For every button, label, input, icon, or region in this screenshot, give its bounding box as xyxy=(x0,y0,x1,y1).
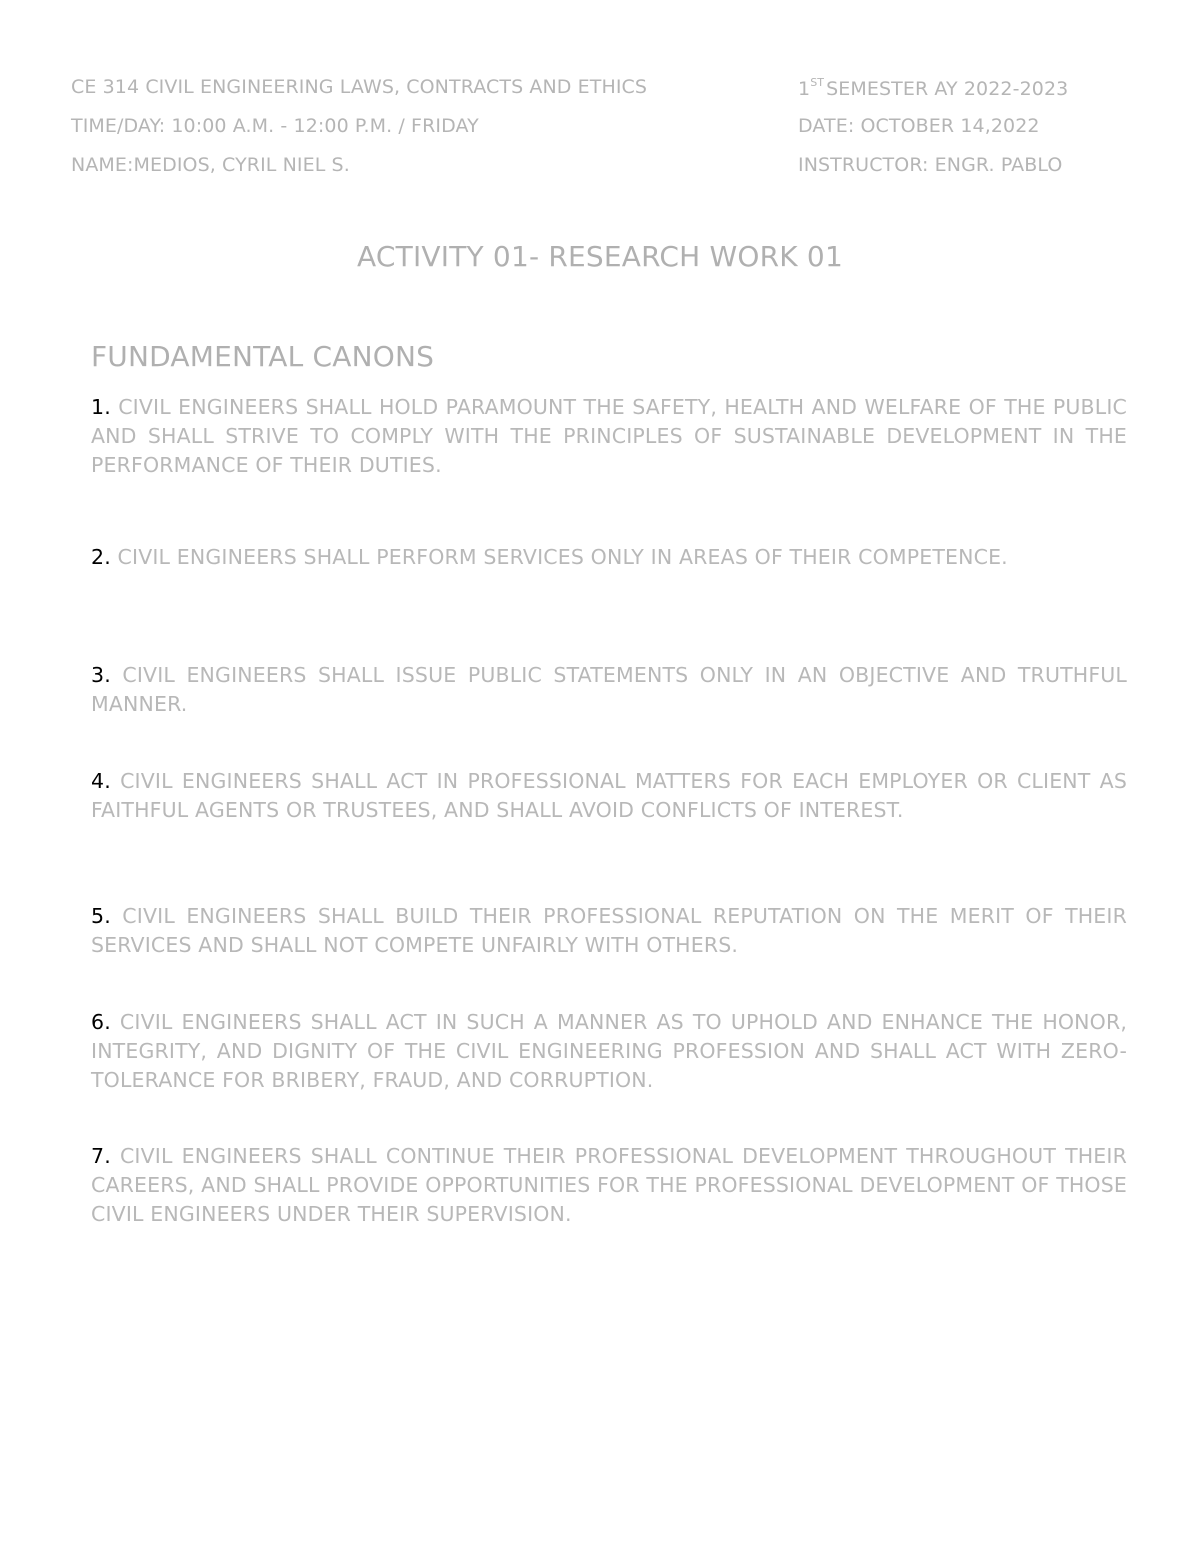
canon-number: 5. xyxy=(91,904,111,928)
canon-number: 3. xyxy=(91,663,111,687)
semester-superscript: ST xyxy=(810,76,825,89)
semester-label xyxy=(798,76,1068,100)
canon-number: 4. xyxy=(91,769,111,793)
canon-number: 6. xyxy=(91,1010,111,1034)
semester-text: SEMESTER AY 2022-2023 xyxy=(826,78,1069,100)
canon-text: CIVIL ENGINEERS SHALL ACT IN PROFESSIONAL MATTERS FOR EACH EMPLOYER OR CLIENT AS FAITHFUL AGENTS OR TRUSTEES, AND SHALL AVOID CONFLICTS OF INTEREST. xyxy=(91,769,1127,822)
canon-item xyxy=(91,543,1127,572)
canon-text: CIVIL ENGINEERS SHALL HOLD PARAMOUNT THE SAFETY, HEALTH AND WELFARE OF THE PUBLIC AND SHALL STRIVE TO COMPLY WITH THE PRINCIPLES OF SUSTAINABLE DEVELOPMENT IN THE PERFORMANCE OF THEIR DUTIES. xyxy=(91,395,1127,477)
activity-title: ACTIVITY 01- RESEARCH WORK 01 xyxy=(357,240,843,273)
canon-number: 1. xyxy=(91,395,111,419)
course-title: CE 314 CIVIL ENGINEERING LAWS, CONTRACTS AND ETHICS xyxy=(71,76,648,98)
instructor-label: INSTRUCTOR: ENGR. PABLO xyxy=(798,154,1063,176)
date-label: DATE: OCTOBER 14,2022 xyxy=(798,115,1040,137)
canon-item xyxy=(91,661,1127,719)
canon-item xyxy=(91,1008,1127,1095)
canon-text: CIVIL ENGINEERS SHALL PERFORM SERVICES ONLY IN AREAS OF THEIR COMPETENCE. xyxy=(117,545,1008,569)
canon-number: 7. xyxy=(91,1144,111,1168)
canon-text: CIVIL ENGINEERS SHALL CONTINUE THEIR PROFESSIONAL DEVELOPMENT THROUGHOUT THEIR CAREERS, AND SHALL PROVIDE OPPORTUNITIES FOR THE PROFESSIONAL DEVELOPMENT OF THOSE CIVIL ENGINEERS UNDER THEIR SUPERVISION. xyxy=(91,1144,1127,1226)
canon-item xyxy=(91,393,1127,480)
canon-item xyxy=(91,767,1127,825)
semester-number: 1 xyxy=(798,78,811,100)
student-name: NAME:MEDIOS, CYRIL NIEL S. xyxy=(71,154,350,176)
section-title: FUNDAMENTAL CANONS xyxy=(91,340,435,373)
canon-text: CIVIL ENGINEERS SHALL ACT IN SUCH A MANNER AS TO UPHOLD AND ENHANCE THE HONOR, INTEGRITY, AND DIGNITY OF THE CIVIL ENGINEERING PROFESSION AND SHALL ACT WITH ZERO-TOLERANCE FOR BRIBERY, FRAUD, AND CORRUPTION. xyxy=(91,1010,1128,1092)
canon-item xyxy=(91,1142,1127,1229)
time-day: TIME/DAY: 10:00 A.M. - 12:00 P.M. / FRIDAY xyxy=(71,115,479,137)
canon-text: CIVIL ENGINEERS SHALL BUILD THEIR PROFESSIONAL REPUTATION ON THE MERIT OF THEIR SERVICES AND SHALL NOT COMPETE UNFAIRLY WITH OTHERS. xyxy=(91,904,1127,957)
canon-item xyxy=(91,902,1127,960)
canon-number: 2. xyxy=(91,545,111,569)
canon-text: CIVIL ENGINEERS SHALL ISSUE PUBLIC STATEMENTS ONLY IN AN OBJECTIVE AND TRUTHFUL MANNER. xyxy=(91,663,1128,716)
